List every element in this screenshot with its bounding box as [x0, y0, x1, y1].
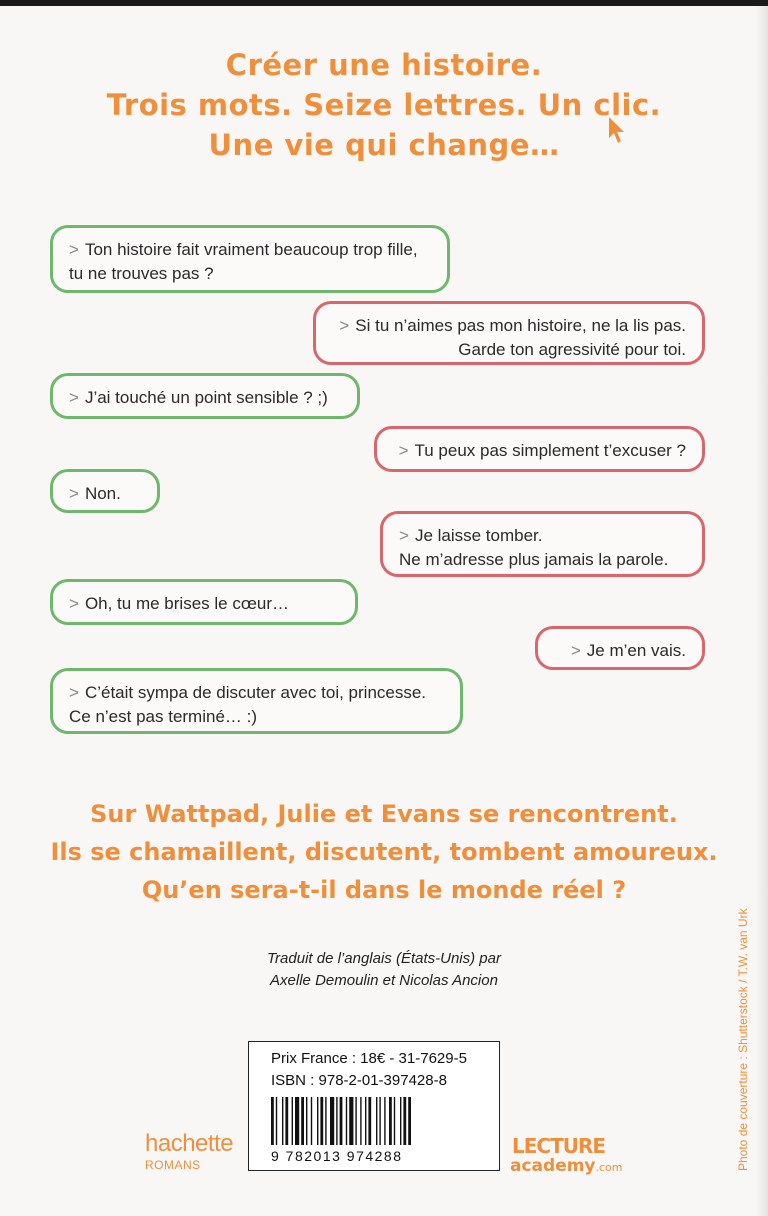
- chat-text: Ce n’est pas terminé… :): [69, 707, 258, 726]
- prompt-symbol: >: [69, 683, 79, 702]
- chat-text: Non.: [84, 484, 121, 503]
- prompt-symbol: >: [69, 594, 79, 613]
- blurb-line-3: Qu’en sera-t-il dans le monde réel ?: [141, 876, 627, 904]
- mouse-cursor-icon: [608, 116, 628, 146]
- photo-credit: Photo de couverture : Shutterstock / T.W. van Urk: [736, 908, 750, 1171]
- barcode-digits: 9 782013 974288: [271, 1148, 403, 1164]
- price-label: Prix France : 18€ - 31-7629-5: [271, 1050, 467, 1067]
- tagline-line-2: Trois mots. Seize lettres. Un clic.: [106, 88, 662, 122]
- chat-text: Je m’en vais.: [586, 641, 686, 660]
- chat-bubble-5: [50, 469, 160, 513]
- blurb-line-1: Sur Wattpad, Julie et Evans se rencontrent.: [90, 800, 678, 828]
- prompt-symbol: >: [339, 316, 350, 335]
- blurb-line-2: Ils se chamaillent, discutent, tombent amoureux.: [50, 838, 718, 866]
- chat-text: Garde ton agressivité pour toi.: [458, 340, 686, 359]
- prompt-symbol: >: [399, 526, 409, 545]
- chat-text: Si tu n’aimes pas mon histoire, ne la lis pas.: [355, 316, 686, 335]
- prompt-symbol: >: [69, 240, 79, 259]
- tagline-line-3: Une vie qui change…: [208, 128, 560, 162]
- publisher-logo: hachette: [145, 1130, 234, 1157]
- series-logo-word: academy: [510, 1156, 596, 1176]
- series-logo-top: LECTURE: [512, 1134, 606, 1158]
- series-logo-suffix: .com: [595, 1161, 623, 1174]
- prompt-symbol: >: [69, 484, 79, 503]
- chat-bubble-1: [50, 225, 450, 293]
- chat-text: Je laisse tomber.: [414, 526, 543, 545]
- series-logo-bottom: [510, 1156, 623, 1176]
- isbn-label: ISBN : 978-2-01-397428-8: [271, 1072, 447, 1089]
- chat-bubble-4: [374, 426, 705, 472]
- chat-text: Ne m’adresse plus jamais la parole.: [399, 550, 669, 569]
- chat-bubble-3: [50, 373, 360, 419]
- chat-text: tu ne trouves pas ?: [69, 264, 214, 283]
- chat-text: Ton histoire fait vraiment beaucoup trop fille,: [84, 240, 418, 259]
- chat-text: Tu peux pas simplement t’excuser ?: [414, 441, 686, 460]
- translation-credit-line-1: Traduit de l’anglais (États-Unis) par: [267, 950, 501, 967]
- chat-text: Oh, tu me brises le cœur…: [84, 594, 289, 613]
- chat-bubble-9: [50, 668, 463, 734]
- chat-text: J’ai touché un point sensible ? ;): [84, 388, 328, 407]
- chat-text: C’était sympa de discuter avec toi, princesse.: [84, 683, 427, 702]
- chat-bubble-6: [380, 511, 705, 577]
- prompt-symbol: >: [398, 441, 409, 460]
- chat-bubble-7: [50, 579, 358, 625]
- barcode-panel: [248, 1041, 500, 1171]
- tagline-line-1: Créer une histoire.: [225, 48, 543, 82]
- chat-bubble-2: [313, 301, 705, 365]
- prompt-symbol: >: [69, 388, 79, 407]
- spine-shadow: [756, 6, 768, 1216]
- publisher-imprint: ROMANS: [145, 1158, 201, 1172]
- translation-credit-line-2: Axelle Demoulin et Nicolas Ancion: [270, 972, 498, 989]
- barcode-icon: [271, 1097, 471, 1147]
- chat-bubble-8: [535, 626, 705, 670]
- prompt-symbol: >: [570, 641, 581, 660]
